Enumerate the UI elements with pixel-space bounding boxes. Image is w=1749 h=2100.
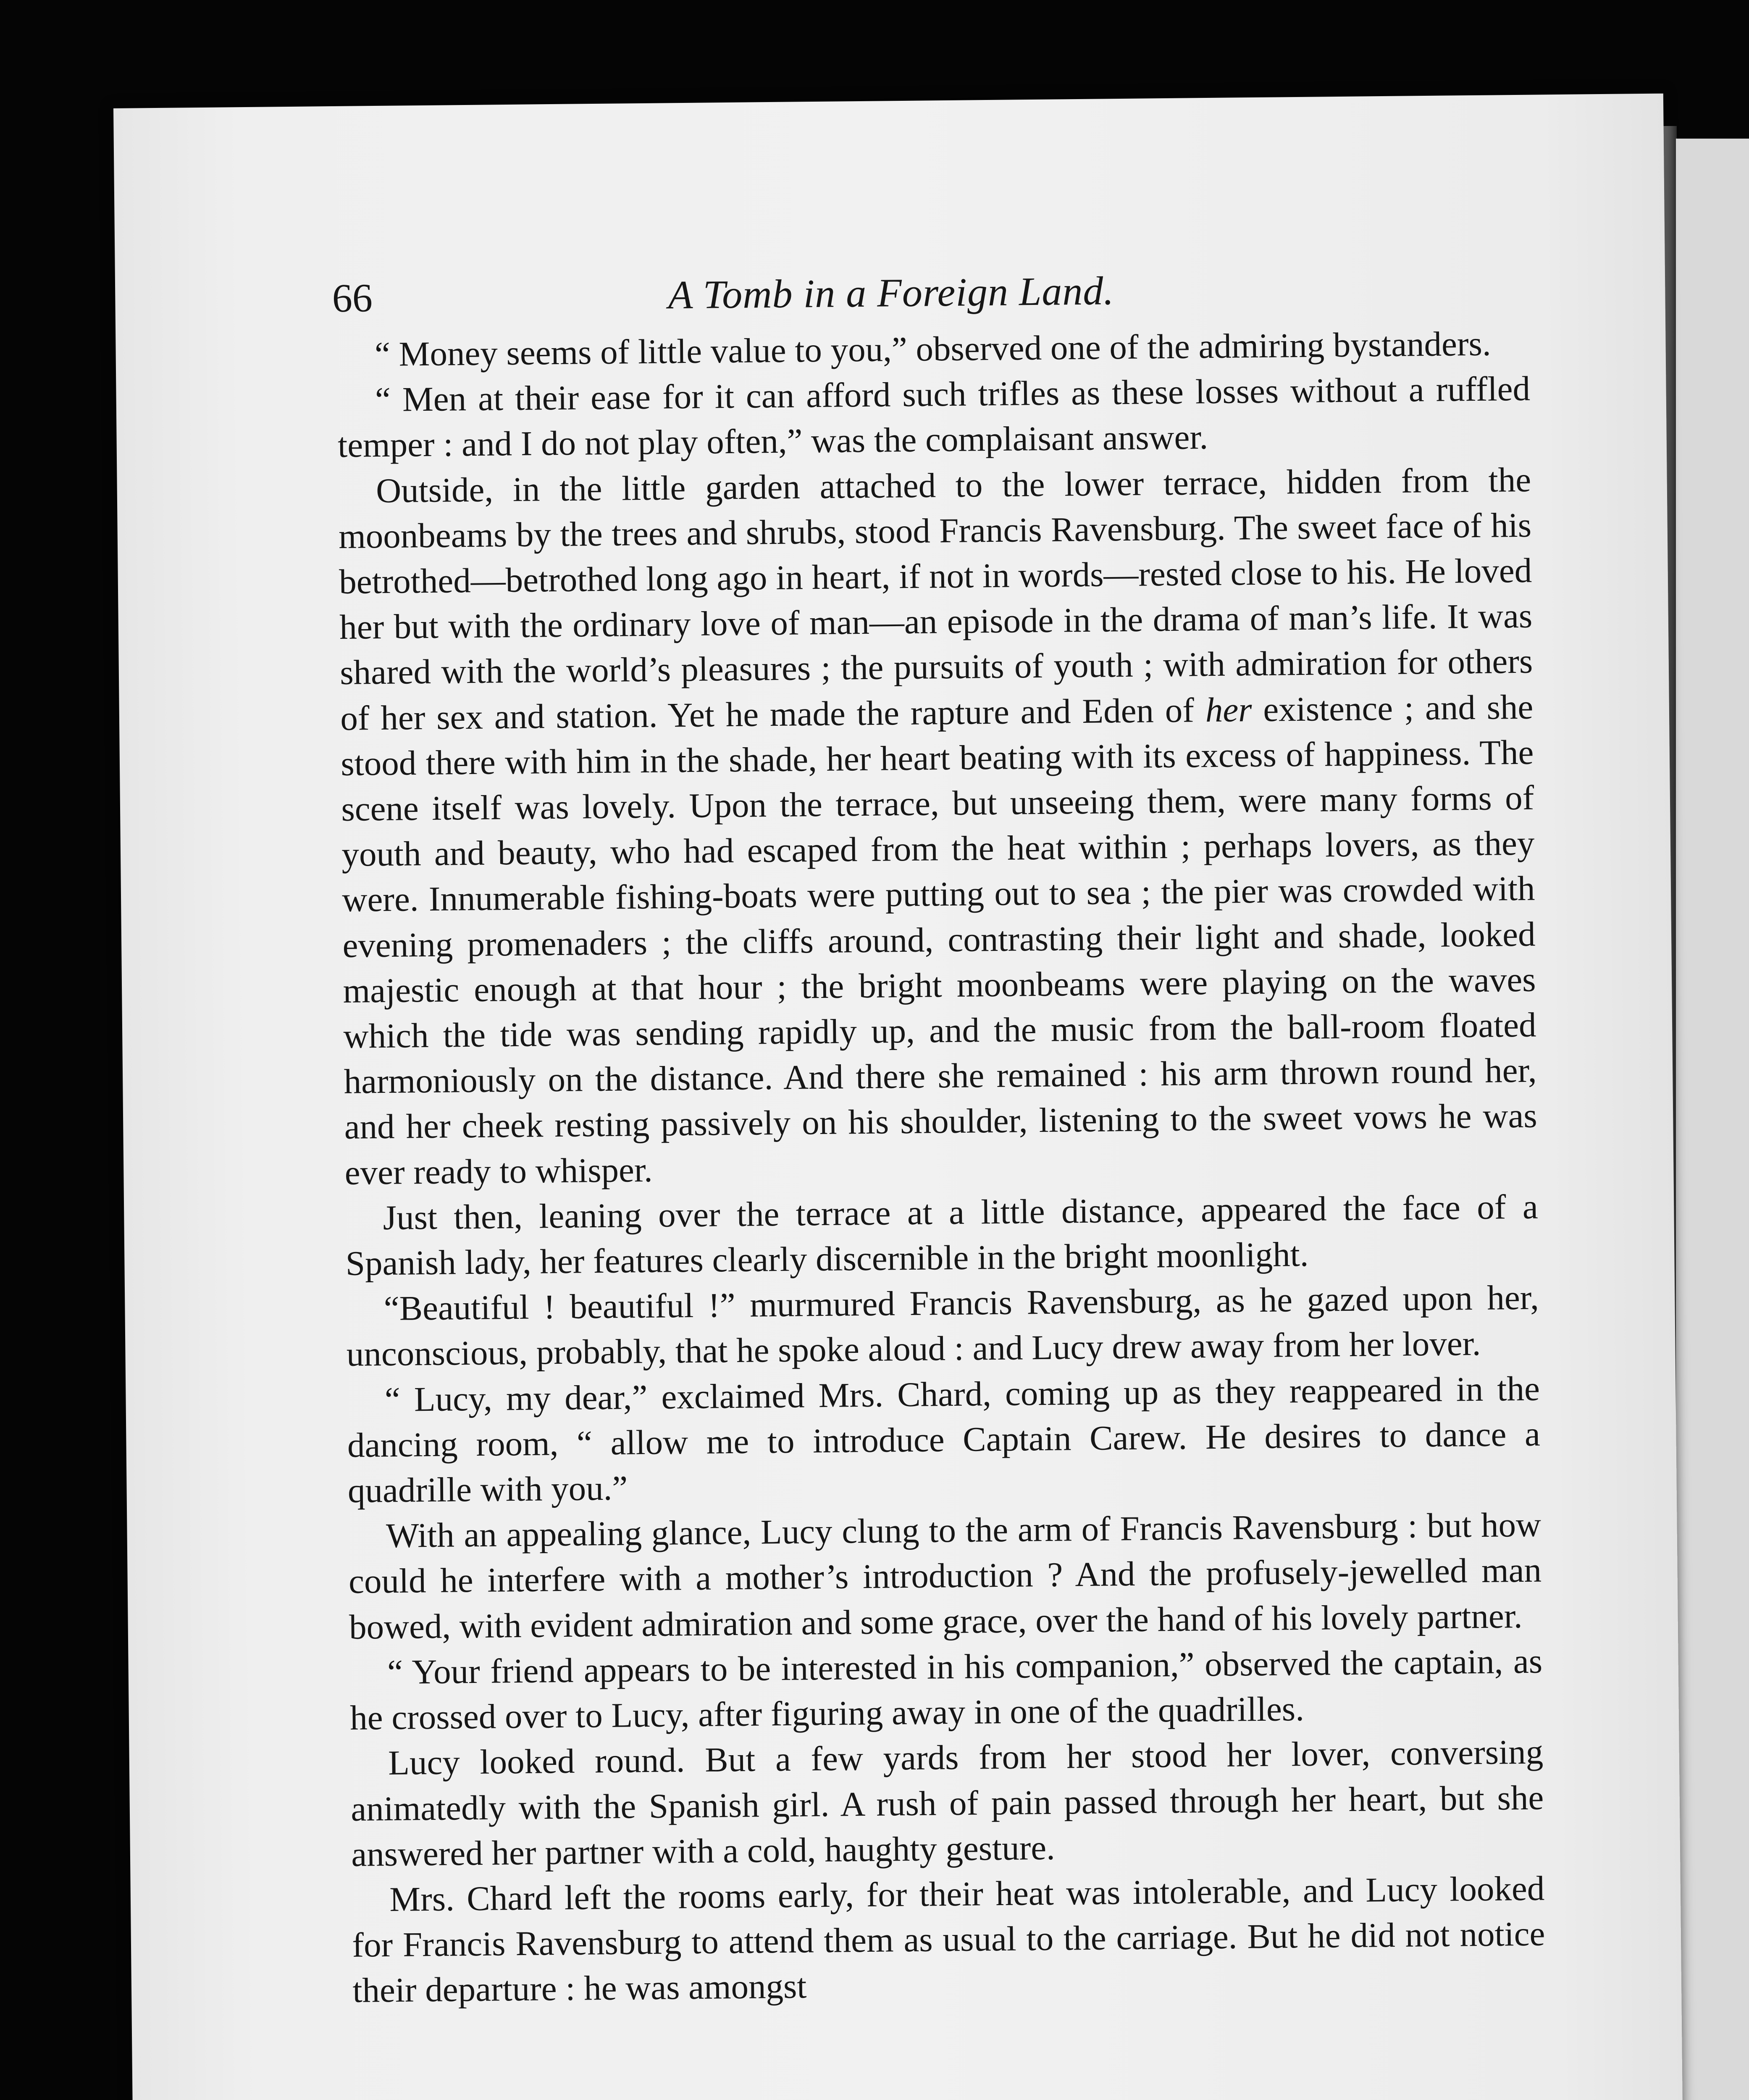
paragraph-4: Just then, leaning over the terrace at a little distance, appeared the face of a Spanish lady, her features clearly discernible in the bright moonlight. (345, 1187, 1539, 1283)
paragraph-10: Mrs. Chard left the rooms early, for their heat was intolerable, and Lucy looked for Francis Ravensburg to attend them as usual to the carriage. But he did not notice their departure : he was amongst (352, 1869, 1545, 2010)
paragraph-1: “ Money seems of little value to you,” observed one of the admiring bystanders. (374, 324, 1491, 374)
body-text (337, 320, 1546, 2013)
header-title: A Tomb in a Foreign Land. (668, 268, 1114, 318)
paragraph-6: “ Lucy, my dear,” exclaimed Mrs. Chard, coming up as they reappeared in the dancing room, “ allow me to introduce Captain Carew. He desires to dance a quadrille with you.” (347, 1369, 1541, 1510)
paragraph-2: “ Men at their ease for it can afford such trifles as these losses without a ruffled temper : and I do not play often,” was the complaisant answer. (337, 369, 1531, 465)
page-number: 66 (332, 275, 373, 321)
paragraph-5: “Beautiful ! beautiful !” murmured Francis Ravensburg, as he gazed upon her, unconscious, probably, that he spoke aloud : and Lucy drew away from her lover. (346, 1278, 1539, 1374)
paragraph-9: Lucy looked round. But a few yards from her stood her lover, conversing animatedly with the Spanish girl. A rush of pain passed through her heart, but she answered her partner with a cold, haughty gesture. (350, 1732, 1544, 1874)
paragraph-3-part-b: existence ; and she stood there with him in the shade, her heart beating with its excess of happiness. The scene itself was lovely. Upon the terrace, but unseeing them, were many forms of youth and beauty, who had escaped from the heat within ; perhaps lovers, as they were. Innumerable fishing-boats were putting out to sea ; the pier was crowded with evening promenaders ; the cliffs around, contrasting their light and shade, looked majestic enough at that hour ; the bright moonbeams were playing on the waves which the tide was sending rapidly up, and the music from the ball-room floated harmoniously on the distance. And there she remained : his arm thrown round her, and her cheek resting passively on his shoulder, listening to the sweet vows he was ever ready to whisper. (340, 687, 1538, 1192)
running-head (332, 253, 1529, 332)
paragraph-7: With an appealing glance, Lucy clung to the arm of Francis Ravensburg : but how could he interfere with a mother’s introduction ? And the profusely-jewelled man bowed, with evident admiration and some grace, over the hand of his lovely partner. (348, 1505, 1542, 1646)
paragraph-3-emphasis: her (1205, 690, 1252, 729)
paragraph-3 (338, 457, 1538, 1195)
text-block (332, 253, 1546, 2013)
paragraph-3-part-a: Outside, in the little garden attached to the lower terrace, hidden from the moonbeams by the trees and shrubs, stood Francis Ravensburg. The sweet face of his betrothed—betrothed long ago in heart, if not in words—rested close to his. He loved her but with the ordinary love of man—an episode in the drama of man’s life. It was shared with the world’s pleasures ; the pursuits of youth ; with admiration for others of her sex and station. Yet he made the rapture and Eden of (338, 460, 1533, 738)
next-page-edge (1676, 139, 1749, 2100)
paragraph-8: “ Your friend appears to be interested in his companion,” observed the captain, as he crossed over to Lucy, after figuring away in one of the quadrilles. (349, 1641, 1543, 1737)
